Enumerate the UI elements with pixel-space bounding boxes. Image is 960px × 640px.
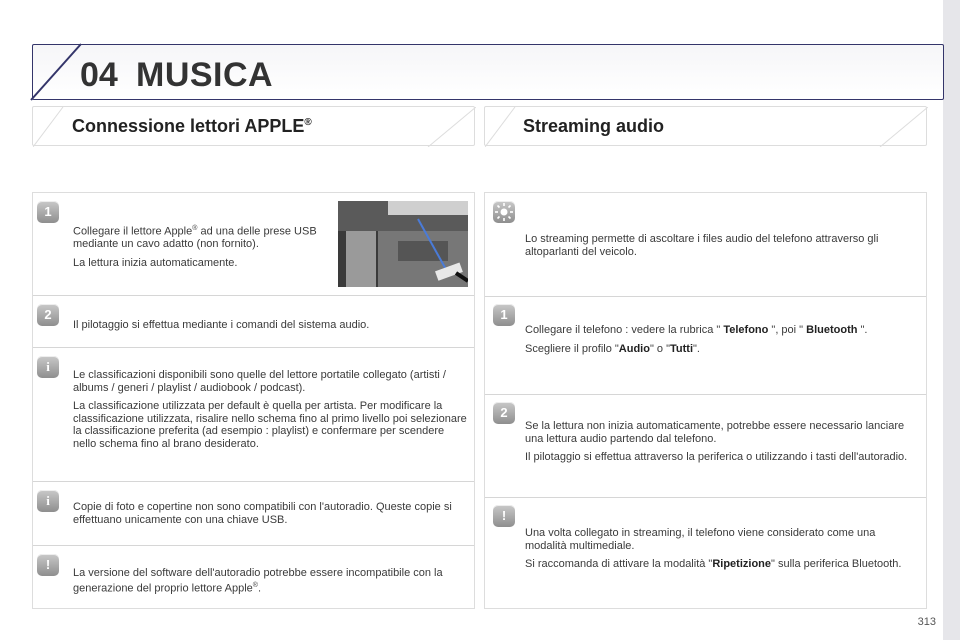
left-row-2-text: Il pilotaggio si effettua mediante i comandi del sistema audio. [73,319,370,331]
left-row-3-text: Le classificazioni disponibili sono quelle del lettore portatile collegato (artisti / albums / generi / playlist / audiobook / podcast). La classificazione utilizzata per default è quella per artista. Per modificare la classificazione utilizzata, risalire nello schema fino al primo livello poi selezionare la classificazione preferita (ad esempio : playlist) e confermare per scendere nello schema fino al brano desiderato. [73,369,467,450]
step-1-badge: 1 [37,201,59,223]
chapter-corner [31,44,33,102]
left-row-1 [33,193,474,296]
right-row-2-text: Collegare il telefono : vedere la rubrica " Telefono ", poi " Bluetooth ". Scegliere il profilo "Audio" o "Tutti". [525,324,868,355]
page-edge-bar [943,0,960,640]
left-row-4-text: Copie di foto e copertine non sono compatibili con l'autoradio. Queste copie si effettuano unicamente con una chiave USB. [73,501,452,526]
left-column [32,192,475,609]
sun-icon [493,201,515,223]
warning-icon: ! [493,505,515,527]
left-row-4 [33,481,474,546]
chapter-title: MUSICA [136,56,274,94]
right-row-4 [485,497,926,608]
step-1-badge: 1 [493,304,515,326]
warning-icon: ! [37,554,59,576]
left-row-5-text: La versione del software dell'autoradio potrebbe essere incompatibile con la generazione del proprio lettore Apple®. [73,567,443,595]
step-2-badge: 2 [37,304,59,326]
right-row-2 [485,296,926,395]
chapter-number: 04 [80,56,118,94]
right-row-1 [485,193,926,297]
left-row-2 [33,295,474,348]
right-section-title: Streaming audio [523,116,665,136]
usb-connection-photo [338,201,468,287]
right-row-4-text: Una volta collegato in streaming, il telefono viene considerato come una modalità multimediale. Si raccomanda di attivare la modalità "Ripetizione" sulla periferica Bluetooth. [525,527,902,570]
left-row-5 [33,545,474,608]
right-column [484,192,927,609]
left-row-3 [33,347,474,482]
info-icon: i [37,356,59,378]
left-row-1-text: Collegare il lettore Apple® ad una delle prese USB mediante un cavo adatto (non fornito). La lettura inizia automaticamente. [73,225,317,269]
left-section-title: Connessione lettori APPLE® [72,116,312,136]
right-row-1-text: Lo streaming permette di ascoltare i files audio del telefono attraverso gli altoparlanti del veicolo. [525,233,879,258]
page-number: 313 [917,616,936,628]
right-row-3-text: Se la lettura non inizia automaticamente, potrebbe essere necessario lanciare una lettura audio partendo dal telefono. Il pilotaggio si effettua attraverso la periferica o utilizzando i tasti dell'autoradio. [525,420,908,463]
info-icon: i [37,490,59,512]
right-row-3 [485,394,926,498]
step-2-badge: 2 [493,402,515,424]
